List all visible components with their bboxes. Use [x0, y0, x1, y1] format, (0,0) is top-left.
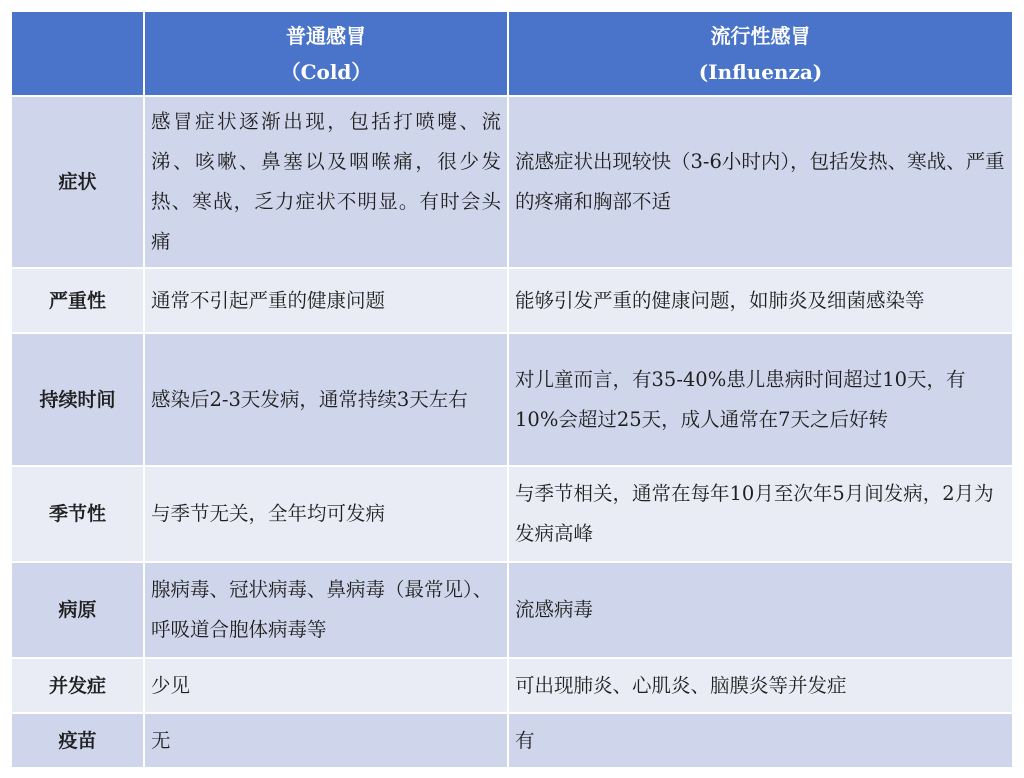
row-label-seasonality: 季节性: [12, 467, 145, 563]
cell-cold-complications: 少见: [145, 659, 509, 714]
row-label-severity: 严重性: [12, 269, 145, 334]
header-flu: [509, 12, 1012, 97]
cell-cold-vaccine: 无: [145, 714, 509, 769]
cell-cold-symptoms: 感冒症状逐渐出现，包括打喷嚏、流涕、咳嗽、鼻塞以及咽喉痛，很少发热、寒战，乏力症状不明显。有时会头痛: [145, 97, 509, 269]
row-label-duration: 持续时间: [12, 334, 145, 467]
row-label-pathogen: 病原: [12, 563, 145, 659]
header-cold-title: 普通感冒: [286, 23, 366, 48]
cell-flu-vaccine: 有: [509, 714, 1012, 769]
cell-flu-duration: 对儿童而言，有35-40%患儿患病时间超过10天，有10%会超过25天，成人通常在7天之后好转: [509, 334, 1012, 467]
header-cold: [145, 12, 509, 97]
cell-cold-seasonality: 与季节无关，全年均可发病: [145, 467, 509, 563]
cell-cold-severity: 通常不引起严重的健康问题: [145, 269, 509, 334]
row-label-vaccine: 疫苗: [12, 714, 145, 769]
row-label-symptoms: 症状: [12, 97, 145, 269]
cell-cold-pathogen: 腺病毒、冠状病毒、鼻病毒（最常见）、呼吸道合胞体病毒等: [145, 563, 509, 659]
cell-flu-symptoms: 流感症状出现较快（3-6小时内），包括发热、寒战、严重的疼痛和胸部不适: [509, 97, 1012, 269]
cell-flu-severity: 能够引发严重的健康问题，如肺炎及细菌感染等: [509, 269, 1012, 334]
cell-flu-seasonality: 与季节相关，通常在每年10月至次年5月间发病，2月为发病高峰: [509, 467, 1012, 563]
header-corner: [12, 12, 145, 97]
comparison-table: [12, 12, 1012, 769]
cell-flu-complications: 可出现肺炎、心肌炎、脑膜炎等并发症: [509, 659, 1012, 714]
header-flu-title: 流行性感冒: [710, 23, 811, 48]
cell-cold-duration: 感染后2-3天发病，通常持续3天左右: [145, 334, 509, 467]
cell-flu-pathogen: 流感病毒: [509, 563, 1012, 659]
header-flu-subtitle: (Influenza): [698, 59, 823, 84]
row-label-complications: 并发症: [12, 659, 145, 714]
header-cold-subtitle: （Cold）: [280, 59, 372, 84]
